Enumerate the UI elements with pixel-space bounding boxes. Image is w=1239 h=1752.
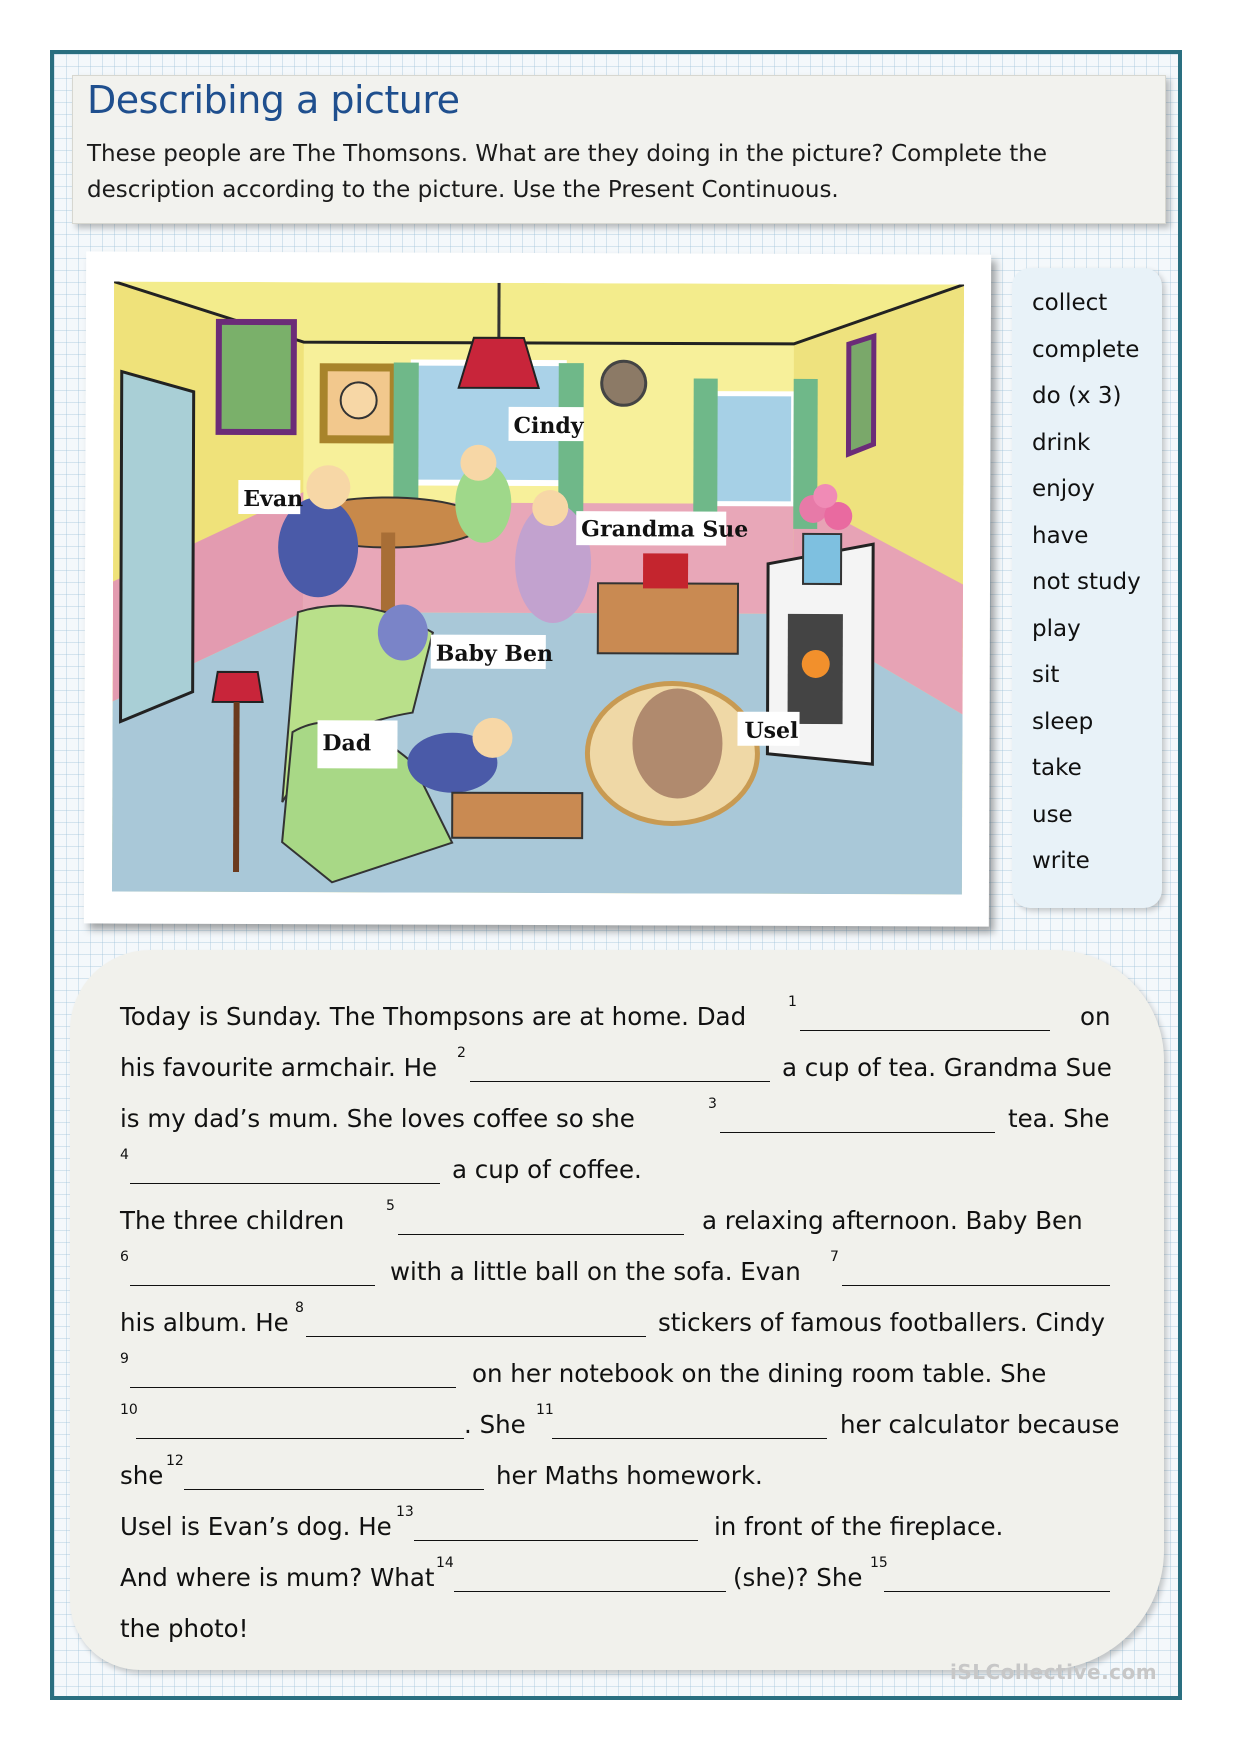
answer-blank-11[interactable] [552, 1412, 827, 1439]
text-segment: a cup of coffee. [452, 1155, 642, 1184]
header-box [72, 75, 1166, 224]
text-segment: on her notebook on the dining room table. She [472, 1359, 1047, 1388]
text-segment: And where is mum? What [120, 1563, 435, 1592]
gap-number: 9 [120, 1351, 129, 1367]
text-segment: a cup of tea. Grandma Sue [782, 1053, 1112, 1082]
text-line-2 [120, 1045, 1112, 1093]
text-segment: (she)? She [733, 1563, 863, 1592]
text-line-1 [120, 994, 1111, 1042]
text-segment: in front of the fireplace. [714, 1512, 1004, 1541]
answer-blank-2[interactable] [470, 1055, 770, 1082]
text-segment: with a little ball on the sofa. Evan [390, 1257, 801, 1286]
instructions: These people are The Thomsons. What are they doing in the picture? Complete the description according to the picture. Use the Present Continuous. [87, 141, 1047, 203]
answer-blank-15[interactable] [884, 1565, 1110, 1592]
word-bank-item: play [1032, 615, 1081, 642]
description-panel [70, 950, 1164, 1670]
text-line-5 [120, 1198, 1110, 1246]
living-room-illustration [112, 282, 964, 895]
word-bank-item: enjoy [1032, 476, 1095, 502]
word-bank-item: sleep [1032, 708, 1094, 735]
gap-number: 10 [120, 1402, 138, 1418]
label-evan: Evan [243, 485, 304, 513]
answer-blank-1[interactable] [800, 1004, 1050, 1031]
text-segment: she [120, 1461, 164, 1490]
answer-blank-9[interactable] [130, 1361, 456, 1388]
label-dad: Dad [322, 730, 372, 757]
word-bank-item: not study [1032, 569, 1141, 595]
label-cindy: Cindy [513, 412, 584, 440]
label-baby-ben: Baby Ben [435, 640, 554, 668]
text-segment: his album. He [120, 1308, 289, 1337]
answer-blank-5[interactable] [398, 1208, 684, 1235]
text-line-7 [120, 1300, 1110, 1348]
text-line-6 [120, 1249, 1110, 1297]
text-segment: tea. She [1008, 1104, 1110, 1133]
word-bank-item: write [1032, 848, 1090, 874]
text-segment: a relaxing afternoon. Baby Ben [702, 1206, 1083, 1235]
text-line-12 [120, 1555, 1110, 1603]
text-segment: Today is Sunday. The Thompsons are at home. Dad [120, 1002, 747, 1031]
word-bank-item: sit [1032, 662, 1060, 688]
word-bank-item: complete [1032, 336, 1140, 363]
text-line-9 [120, 1402, 1120, 1450]
text-line-13 [120, 1614, 1110, 1654]
answer-blank-8[interactable] [306, 1310, 646, 1337]
text-segment: is my dad’s mum. She loves coffee so she [120, 1104, 635, 1133]
answer-blank-4[interactable] [130, 1157, 440, 1184]
text-segment: his favourite armchair. He [120, 1053, 438, 1082]
word-bank [1012, 268, 1162, 908]
text-segment: The three children [120, 1206, 345, 1235]
word-bank-item: use [1032, 801, 1073, 828]
gap-number: 13 [396, 1504, 414, 1520]
text-segment: her Maths homework. [496, 1461, 763, 1490]
word-bank-item: do (x 3) [1032, 383, 1122, 409]
text-segment: her calculator because [840, 1410, 1120, 1439]
gap-number: 14 [436, 1555, 454, 1571]
word-bank-item: have [1032, 522, 1089, 549]
text-segment: Usel is Evan’s dog. He [120, 1512, 392, 1541]
answer-blank-7[interactable] [842, 1259, 1110, 1286]
gap-number: 2 [457, 1045, 466, 1061]
word-bank-item: drink [1032, 429, 1091, 456]
text-line-3 [120, 1096, 1110, 1144]
text-segment: stickers of famous footballers. Cindy [658, 1308, 1106, 1337]
label-usel: Usel [744, 717, 799, 744]
text-line-10 [120, 1453, 1110, 1501]
gap-number: 12 [166, 1453, 184, 1469]
answer-blank-3[interactable] [720, 1106, 995, 1133]
gap-number: 15 [870, 1555, 888, 1571]
answer-blank-14[interactable] [454, 1565, 726, 1592]
text-line-11 [120, 1504, 1110, 1552]
text-segment: the photo! [120, 1614, 249, 1643]
gap-number: 6 [120, 1249, 129, 1265]
gap-number: 7 [830, 1249, 839, 1265]
answer-blank-10[interactable] [136, 1412, 464, 1439]
text-line-8 [120, 1351, 1110, 1399]
text-line-4 [120, 1147, 1110, 1195]
watermark: iSLCollective.com [950, 1660, 1158, 1684]
word-bank-item: collect [1032, 290, 1108, 316]
gap-number: 5 [386, 1198, 395, 1214]
gap-number: 8 [295, 1300, 304, 1316]
answer-blank-13[interactable] [414, 1514, 698, 1541]
word-bank-item: take [1032, 755, 1082, 781]
gap-number: 4 [120, 1147, 129, 1163]
answer-blank-6[interactable] [130, 1259, 375, 1286]
gap-number: 3 [708, 1096, 717, 1112]
page-title: Describing a picture [87, 78, 460, 122]
answer-blank-12[interactable] [184, 1463, 484, 1490]
text-segment: on [1080, 1002, 1111, 1031]
text-segment: . She [464, 1410, 526, 1439]
label-grandma-sue: Grandma Sue [581, 516, 749, 543]
gap-number: 1 [788, 994, 797, 1010]
picture-card [84, 251, 991, 926]
gap-number: 11 [536, 1402, 554, 1418]
